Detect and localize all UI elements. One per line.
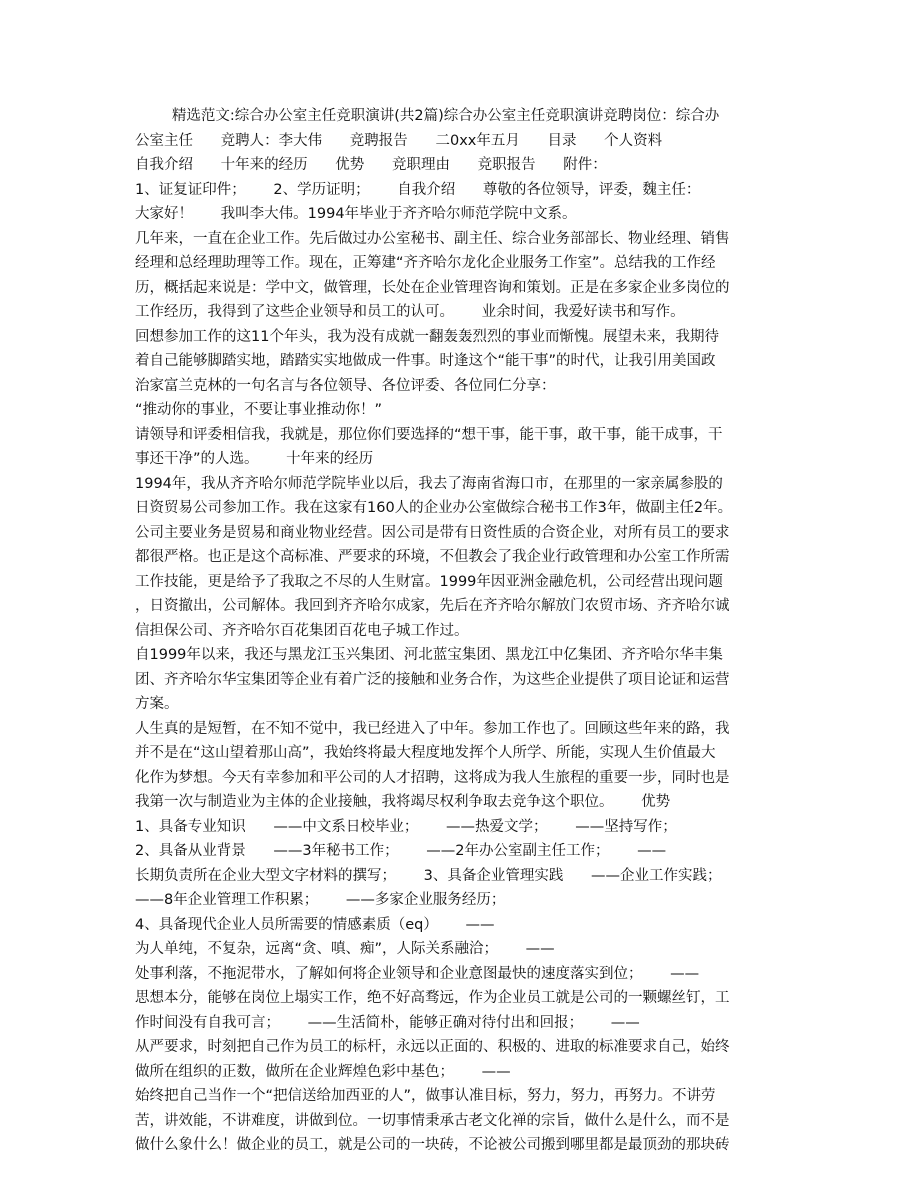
text-line: 2、具备从业背景 ——3年秘书工作； ——2年办公室副主任工作； —— — [135, 843, 667, 859]
text-line: 1、证复证印件； 2、学历证明； 自我介绍 尊敬的各位领导，评委，魏主任： — [135, 181, 701, 198]
text-line: 处事利落，不拖泥带水，了解如何将企业领导和企业意图最快的速度落实到位； —— — [135, 965, 700, 982]
text-line: “推动你的事业，不要让事业推动你！” — [135, 402, 383, 418]
text-line: 作时间没有自我可言； ——生活简朴，能够正确对待付出和回报； —— — [135, 1014, 640, 1031]
text-line: ，日资撤出，公司解体。我回到齐齐哈尔成家，先后在齐齐哈尔解放门农贸市场、齐齐哈尔诚 — [135, 598, 730, 614]
text-line: 1994年，我从齐齐哈尔师范学院毕业以后，我去了海南省海口市，在那里的一家亲属参股的 — [135, 475, 723, 492]
text-line: 几年来，一直在企业工作。先后做过办公室秘书、副主任、综合业务部部长、物业经理、销售 — [135, 230, 730, 247]
text-line: 人生真的是短暂，在不知不觉中，我已经进入了中年。参加工作也了。回顾这些年来的路，我 — [135, 720, 730, 737]
text-line: 思想本分，能够在岗位上塌实工作，绝不好高骛远，作为企业员工就是公司的一颗螺丝钉，工 — [135, 990, 730, 1006]
text-line: 事还干净”的人选。 十年来的经历 — [135, 451, 374, 467]
text-line: ——8年企业管理工作积累； ——多家企业服务经历； — [135, 892, 506, 908]
text-line: 回想参加工作的这11个年头，我为没有成就一翻轰轰烈烈的事业而惭愧。展望未来，我期待 — [135, 328, 719, 345]
document-page — [135, 104, 785, 1158]
text-line: 做什么象什么！做企业的员工，就是公司的一块砖，不论被公司搬到哪里都是最顶劲的那块砖 — [135, 1137, 730, 1153]
text-line: 日资贸易公司参加工作。我在这家有160人的企业办公室做综合秘书工作3年，做副主任2年。 — [135, 500, 733, 516]
text-line: 做所在组织的正数，做所在企业辉煌色彩中基色； —— — [135, 1063, 511, 1080]
text-line: 历，概括起来说是：学中文，做管理，长处在企业管理咨询和策划。正是在多家企业多岗位的 — [135, 279, 730, 296]
text-line: 始终把自己当作一个“把信送给加西亚的人”，做事认准目标，努力，努力，再努力。不讲劳 — [135, 1088, 716, 1104]
text-line: 治家富兰克林的一句名言与各位领导、各位评委、各位同仁分享： — [135, 377, 556, 394]
text-line: 化作为梦想。今天有幸参加和平公司的人才招聘，这将成为我人生旅程的重要一步，同时也是 — [135, 769, 730, 786]
text-line: 精选范文:综合办公室主任竞职演讲(共2篇)综合办公室主任竞职演讲竞聘岗位：综合办 — [135, 108, 720, 124]
text-line: 公室主任 竞聘人：李大伟 竞聘报告 二0xx年五月 目录 个人资料 — [135, 132, 663, 149]
text-line: 经理和总经理助理等工作。现在，正筹建“齐齐哈尔龙化企业服务工作室”。总结我的工作经 — [135, 255, 716, 271]
text-line: 从严要求，时刻把自己作为员工的标杆，永远以正面的、积极的、进取的标准要求自己，始终 — [135, 1039, 730, 1055]
text-line: 着自己能够脚踏实地，踏踏实实地做成一件事。时逢这个“能干事”的时代，让我引用美国政 — [135, 353, 716, 369]
text-line: 为人单纯，不复杂，远离“贪、嗔、痴”，人际关系融洽； —— — [135, 941, 555, 957]
text-line: 都很严格。也正是这个高标准、严要求的环境，不但教会了我企业行政管理和办公室工作所需 — [135, 549, 730, 565]
text-line: 自我介绍 十年来的经历 优势 竞职理由 竞职报告 附件： — [135, 157, 607, 173]
text-line: 并不是在“这山望着那山高”，我始终将最大程度地发挥个人所学、所能，实现人生价值最大 — [135, 745, 716, 761]
text-line: 自1999年以来，我还与黑龙江玉兴集团、河北蓝宝集团、黑龙江中亿集团、齐齐哈尔华丰集 — [135, 647, 723, 663]
text-line: 1、具备专业知识 ——中文系日校毕业； ——热爱文学； ——坚持写作； — [135, 818, 677, 835]
text-line: 4、具备现代企业人员所需要的情感素质（eq） —— — [135, 916, 495, 933]
text-line: 大家好！ 我叫李大伟。1994年毕业于齐齐哈尔师范学院中文系。 — [135, 206, 577, 222]
text-line: 请领导和评委相信我，我就是，那位你们要选择的“想干事，能干事，敢干事，能干成事，干 — [135, 426, 723, 443]
text-line: 信担保公司、齐齐哈尔百花集团百花电子城工作过。 — [135, 622, 469, 639]
text-line: 长期负责所在企业大型文字材料的撰写； 3、具备企业管理实践 ——企业工作实践； — [135, 867, 722, 884]
text-line: 我第一次与制造业为主体的企业接触，我将竭尽权利争取去竞争这个职位。 优势 — [135, 794, 671, 810]
text-line: 公司主要业务是贸易和商业物业经营。因公司是带有日资性质的合资企业，对所有员工的要求 — [135, 524, 730, 541]
text-line: 工作技能，更是给予了我取之不尽的人生财富。1999年因亚洲金融危机，公司经营出现问题 — [135, 573, 723, 590]
text-line: 苦，讲效能，不讲难度，讲做到位。一切事情秉承古老文化禅的宗旨，做什么是什么，而不是 — [135, 1112, 730, 1129]
text-line: 工作经历，我得到了这些企业领导和员工的认可。 业余时间，我爱好读书和写作。 — [135, 304, 685, 320]
text-line: 团、齐齐哈尔华宝集团等企业有着广泛的接触和业务合作，为这些企业提供了项目论证和运营 — [135, 671, 730, 688]
text-line: 方案。 — [135, 696, 179, 712]
